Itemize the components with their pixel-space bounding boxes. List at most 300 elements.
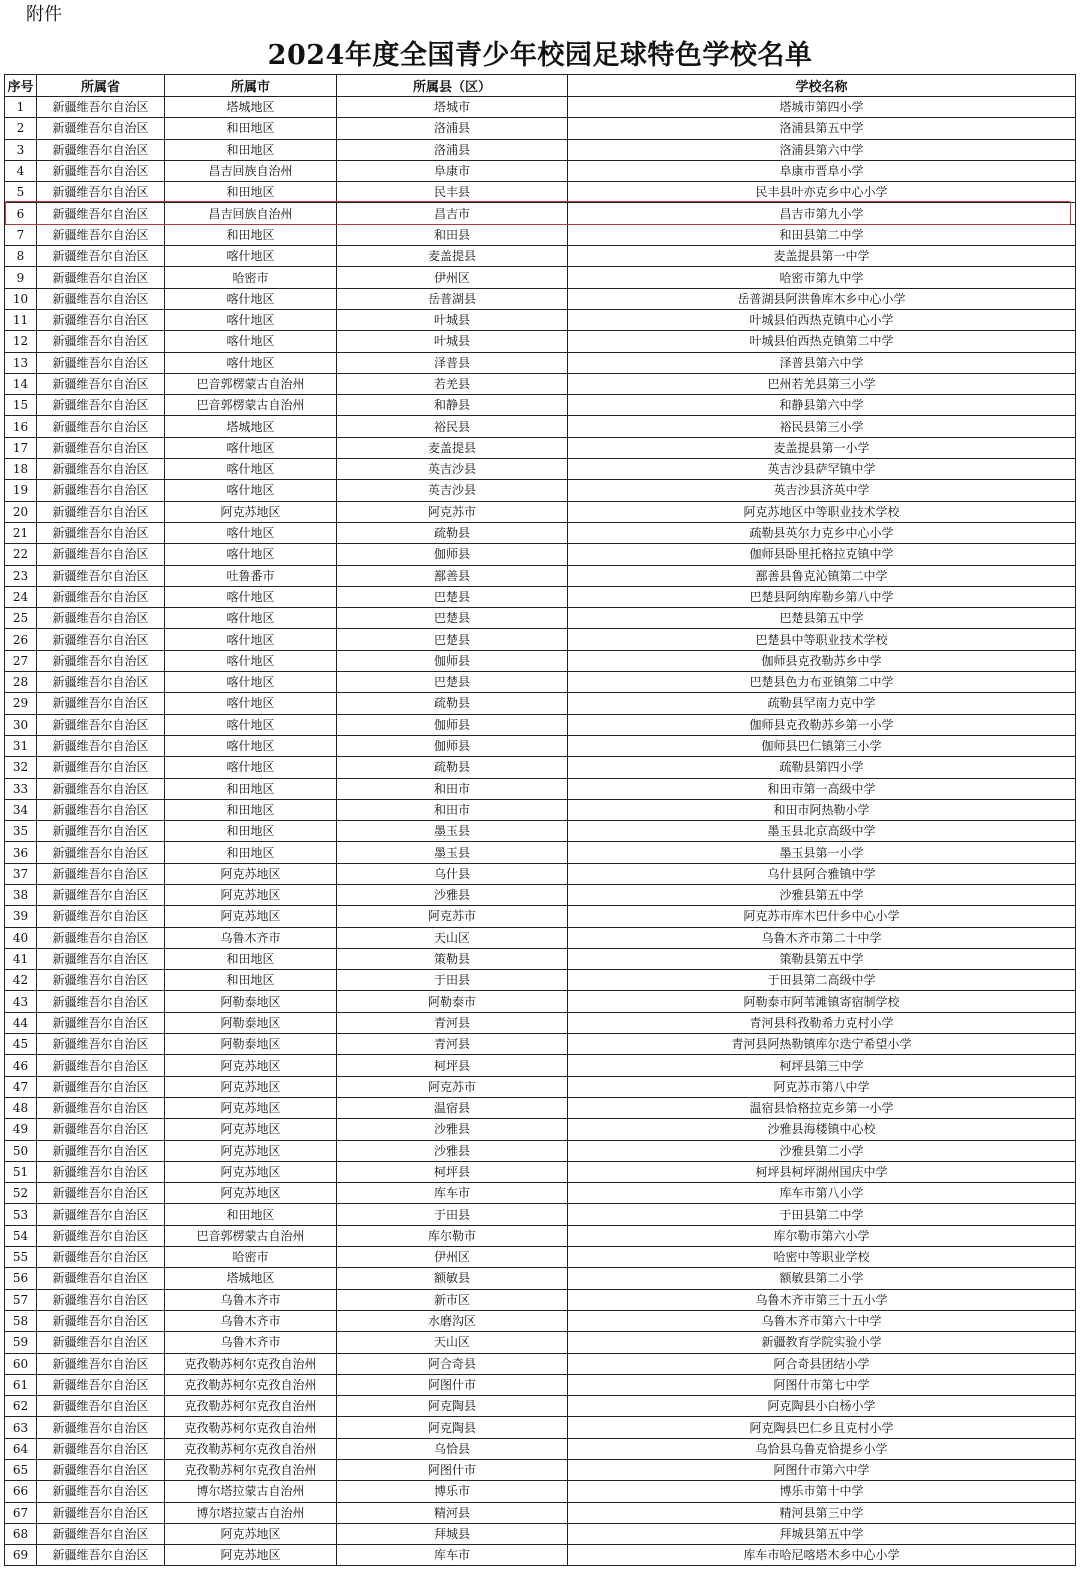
cell-county: 洛浦县 (337, 118, 568, 139)
cell-province: 新疆维吾尔自治区 (37, 437, 165, 458)
cell-school-name: 伽师县克孜勒苏乡中学 (568, 650, 1076, 671)
table-row (5, 288, 1076, 309)
cell-school-name: 和静县第六中学 (568, 395, 1076, 416)
cell-county: 墨玉县 (337, 842, 568, 863)
cell-city: 喀什地区 (165, 714, 337, 735)
cell-school-name: 精河县第三中学 (568, 1502, 1076, 1523)
cell-county: 库车市 (337, 1545, 568, 1566)
table-row (5, 182, 1076, 203)
table-row (5, 586, 1076, 607)
cell-county: 阜康市 (337, 160, 568, 181)
cell-province: 新疆维吾尔自治区 (37, 139, 165, 160)
cell-county: 塔城市 (337, 97, 568, 118)
cell-city: 喀什地区 (165, 331, 337, 352)
cell-index: 33 (5, 778, 37, 799)
cell-school-name: 于田县第二中学 (568, 1204, 1076, 1225)
cell-province: 新疆维吾尔自治区 (37, 757, 165, 778)
cell-city: 喀什地区 (165, 608, 337, 629)
cell-city: 阿克苏地区 (165, 1055, 337, 1076)
cell-city: 阿克苏地区 (165, 1161, 337, 1182)
cell-index: 50 (5, 1140, 37, 1161)
cell-index: 46 (5, 1055, 37, 1076)
cell-index: 10 (5, 288, 37, 309)
table-row (5, 1140, 1076, 1161)
cell-index: 27 (5, 650, 37, 671)
cell-index: 52 (5, 1183, 37, 1204)
attachment-label: 附件 (26, 4, 62, 25)
cell-province: 新疆维吾尔自治区 (37, 309, 165, 330)
cell-index: 20 (5, 501, 37, 522)
cell-school-name: 额敏县第二小学 (568, 1268, 1076, 1289)
cell-county: 叶城县 (337, 309, 568, 330)
cell-city: 和田地区 (165, 948, 337, 969)
cell-index: 14 (5, 373, 37, 394)
cell-city: 和田地区 (165, 224, 337, 245)
table-row (5, 1225, 1076, 1246)
cell-city: 克孜勒苏柯尔克孜自治州 (165, 1374, 337, 1395)
table-row (5, 799, 1076, 820)
cell-school-name: 巴楚县中等职业技术学校 (568, 629, 1076, 650)
cell-county: 柯坪县 (337, 1055, 568, 1076)
cell-school-name: 伽师县巴仁镇第三小学 (568, 735, 1076, 756)
cell-school-name: 叶城县伯西热克镇中心小学 (568, 309, 1076, 330)
cell-school-name: 柯坪县第三中学 (568, 1055, 1076, 1076)
cell-school-name: 阿克苏市第八中学 (568, 1076, 1076, 1097)
cell-school-name: 阜康市晋阜小学 (568, 160, 1076, 181)
cell-province: 新疆维吾尔自治区 (37, 1225, 165, 1246)
cell-city: 哈密市 (165, 267, 337, 288)
cell-province: 新疆维吾尔自治区 (37, 1119, 165, 1140)
cell-index: 1 (5, 97, 37, 118)
table-row (5, 1097, 1076, 1118)
cell-index: 29 (5, 693, 37, 714)
cell-city: 和田地区 (165, 970, 337, 991)
cell-province: 新疆维吾尔自治区 (37, 203, 165, 224)
cell-province: 新疆维吾尔自治区 (37, 182, 165, 203)
table-row (5, 118, 1076, 139)
cell-city: 塔城地区 (165, 1268, 337, 1289)
cell-school-name: 库车市第八小学 (568, 1183, 1076, 1204)
cell-city: 喀什地区 (165, 693, 337, 714)
cell-school-name: 伽师县卧里托格拉克镇中学 (568, 544, 1076, 565)
cell-county: 博乐市 (337, 1481, 568, 1502)
cell-city: 博尔塔拉蒙古自治州 (165, 1481, 337, 1502)
table-row (5, 331, 1076, 352)
cell-index: 18 (5, 459, 37, 480)
table-row (5, 970, 1076, 991)
table-row (5, 203, 1076, 224)
cell-county: 乌恰县 (337, 1438, 568, 1459)
cell-county: 精河县 (337, 1502, 568, 1523)
cell-school-name: 乌什县阿合雅镇中学 (568, 863, 1076, 884)
cell-index: 5 (5, 182, 37, 203)
cell-index: 47 (5, 1076, 37, 1097)
cell-school-name: 于田县第二高级中学 (568, 970, 1076, 991)
cell-index: 17 (5, 437, 37, 458)
cell-index: 3 (5, 139, 37, 160)
cell-county: 阿勒泰市 (337, 991, 568, 1012)
cell-school-name: 哈密中等职业学校 (568, 1247, 1076, 1268)
cell-county: 伽师县 (337, 735, 568, 756)
table-row (5, 863, 1076, 884)
cell-county: 疏勒县 (337, 757, 568, 778)
cell-index: 36 (5, 842, 37, 863)
cell-province: 新疆维吾尔自治区 (37, 395, 165, 416)
cell-city: 和田地区 (165, 139, 337, 160)
cell-index: 40 (5, 927, 37, 948)
cell-index: 61 (5, 1374, 37, 1395)
cell-school-name: 泽普县第六中学 (568, 352, 1076, 373)
cell-index: 12 (5, 331, 37, 352)
cell-province: 新疆维吾尔自治区 (37, 1438, 165, 1459)
table-row (5, 1353, 1076, 1374)
cell-county: 沙雅县 (337, 1119, 568, 1140)
cell-school-name: 和田县第二中学 (568, 224, 1076, 245)
cell-province: 新疆维吾尔自治区 (37, 1481, 165, 1502)
cell-index: 42 (5, 970, 37, 991)
cell-index: 38 (5, 884, 37, 905)
cell-city: 哈密市 (165, 1247, 337, 1268)
table-row (5, 1183, 1076, 1204)
cell-province: 新疆维吾尔自治区 (37, 927, 165, 948)
cell-county: 英吉沙县 (337, 459, 568, 480)
cell-school-name: 阿图什市第六中学 (568, 1460, 1076, 1481)
cell-province: 新疆维吾尔自治区 (37, 480, 165, 501)
cell-city: 阿勒泰地区 (165, 991, 337, 1012)
cell-city: 乌鲁木齐市 (165, 1310, 337, 1331)
cell-city: 喀什地区 (165, 650, 337, 671)
cell-index: 19 (5, 480, 37, 501)
school-list-table (4, 74, 1076, 1566)
cell-province: 新疆维吾尔自治区 (37, 522, 165, 543)
cell-city: 乌鲁木齐市 (165, 927, 337, 948)
cell-index: 59 (5, 1332, 37, 1353)
cell-province: 新疆维吾尔自治区 (37, 1204, 165, 1225)
cell-province: 新疆维吾尔自治区 (37, 821, 165, 842)
cell-city: 阿勒泰地区 (165, 1034, 337, 1055)
cell-county: 阿克苏市 (337, 906, 568, 927)
cell-city: 巴音郭楞蒙古自治州 (165, 373, 337, 394)
cell-city: 和田地区 (165, 842, 337, 863)
cell-province: 新疆维吾尔自治区 (37, 906, 165, 927)
cell-county: 叶城县 (337, 331, 568, 352)
table-row (5, 1417, 1076, 1438)
cell-index: 48 (5, 1097, 37, 1118)
document-title: 2024年度全国青少年校园足球特色学校名单 (267, 40, 813, 71)
cell-index: 16 (5, 416, 37, 437)
table-row (5, 459, 1076, 480)
cell-city: 喀什地区 (165, 735, 337, 756)
table-row (5, 757, 1076, 778)
table-row (5, 1523, 1076, 1544)
cell-county: 新市区 (337, 1289, 568, 1310)
cell-city: 乌鲁木齐市 (165, 1289, 337, 1310)
cell-county: 裕民县 (337, 416, 568, 437)
table-row (5, 522, 1076, 543)
cell-index: 41 (5, 948, 37, 969)
cell-city: 喀什地区 (165, 309, 337, 330)
cell-index: 67 (5, 1502, 37, 1523)
cell-city: 阿克苏地区 (165, 1140, 337, 1161)
cell-index: 54 (5, 1225, 37, 1246)
cell-county: 阿图什市 (337, 1460, 568, 1481)
cell-school-name: 疏勒县第四小学 (568, 757, 1076, 778)
table-row (5, 1034, 1076, 1055)
cell-city: 阿勒泰地区 (165, 1012, 337, 1033)
cell-county: 青河县 (337, 1012, 568, 1033)
cell-index: 31 (5, 735, 37, 756)
cell-province: 新疆维吾尔自治区 (37, 863, 165, 884)
cell-county: 于田县 (337, 1204, 568, 1225)
cell-province: 新疆维吾尔自治区 (37, 1076, 165, 1097)
cell-province: 新疆维吾尔自治区 (37, 778, 165, 799)
cell-school-name: 叶城县伯西热克镇第二中学 (568, 331, 1076, 352)
cell-county: 阿克苏市 (337, 1076, 568, 1097)
cell-county: 阿克苏市 (337, 501, 568, 522)
cell-county: 天山区 (337, 1332, 568, 1353)
cell-school-name: 阿克陶县巴仁乡且克村小学 (568, 1417, 1076, 1438)
table-row (5, 1012, 1076, 1033)
cell-index: 13 (5, 352, 37, 373)
cell-school-name: 哈密市第九中学 (568, 267, 1076, 288)
cell-city: 阿克苏地区 (165, 884, 337, 905)
cell-city: 克孜勒苏柯尔克孜自治州 (165, 1460, 337, 1481)
column-header-city: 所属市 (165, 75, 337, 97)
cell-province: 新疆维吾尔自治区 (37, 288, 165, 309)
table-row (5, 352, 1076, 373)
cell-school-name: 青河县科孜勒希力克村小学 (568, 1012, 1076, 1033)
cell-city: 喀什地区 (165, 672, 337, 693)
cell-city: 乌鲁木齐市 (165, 1332, 337, 1353)
cell-school-name: 和田市阿热勒小学 (568, 799, 1076, 820)
cell-index: 2 (5, 118, 37, 139)
cell-province: 新疆维吾尔自治区 (37, 416, 165, 437)
cell-school-name: 和田市第一高级中学 (568, 778, 1076, 799)
table-row (5, 1310, 1076, 1331)
cell-county: 巴楚县 (337, 608, 568, 629)
cell-index: 22 (5, 544, 37, 565)
cell-index: 69 (5, 1545, 37, 1566)
cell-school-name: 沙雅县海楼镇中心校 (568, 1119, 1076, 1140)
table-row (5, 948, 1076, 969)
cell-city: 喀什地区 (165, 586, 337, 607)
cell-school-name: 策勒县第五中学 (568, 948, 1076, 969)
cell-county: 库车市 (337, 1183, 568, 1204)
cell-county: 巴楚县 (337, 672, 568, 693)
cell-index: 63 (5, 1417, 37, 1438)
cell-city: 喀什地区 (165, 757, 337, 778)
cell-index: 7 (5, 224, 37, 245)
cell-index: 21 (5, 522, 37, 543)
cell-school-name: 疏勒县罕南力克中学 (568, 693, 1076, 714)
cell-index: 32 (5, 757, 37, 778)
column-header-index: 序号 (5, 75, 37, 97)
cell-province: 新疆维吾尔自治区 (37, 672, 165, 693)
cell-index: 66 (5, 1481, 37, 1502)
cell-county: 温宿县 (337, 1097, 568, 1118)
cell-school-name: 拜城县第五中学 (568, 1523, 1076, 1544)
cell-city: 阿克苏地区 (165, 906, 337, 927)
table-row (5, 416, 1076, 437)
table-row (5, 395, 1076, 416)
cell-county: 策勒县 (337, 948, 568, 969)
table-row (5, 1055, 1076, 1076)
table-body (5, 97, 1076, 1566)
cell-school-name: 英吉沙县济英中学 (568, 480, 1076, 501)
cell-school-name: 乌鲁木齐市第六十中学 (568, 1310, 1076, 1331)
cell-school-name: 巴州若羌县第三小学 (568, 373, 1076, 394)
cell-province: 新疆维吾尔自治区 (37, 1097, 165, 1118)
cell-city: 昌吉回族自治州 (165, 160, 337, 181)
table-row (5, 1289, 1076, 1310)
cell-province: 新疆维吾尔自治区 (37, 1289, 165, 1310)
cell-index: 6 (5, 203, 37, 224)
cell-index: 55 (5, 1247, 37, 1268)
cell-province: 新疆维吾尔自治区 (37, 331, 165, 352)
cell-index: 51 (5, 1161, 37, 1182)
cell-school-name: 阿克陶县小白杨小学 (568, 1396, 1076, 1417)
table-row (5, 778, 1076, 799)
cell-county: 伽师县 (337, 650, 568, 671)
cell-county: 巴楚县 (337, 629, 568, 650)
cell-index: 24 (5, 586, 37, 607)
cell-school-name: 阿克苏市库木巴什乡中心小学 (568, 906, 1076, 927)
cell-index: 23 (5, 565, 37, 586)
cell-school-name: 巴楚县阿纳库勒乡第八中学 (568, 586, 1076, 607)
table-row (5, 246, 1076, 267)
cell-county: 墨玉县 (337, 821, 568, 842)
cell-school-name: 阿图什市第七中学 (568, 1374, 1076, 1395)
cell-province: 新疆维吾尔自治区 (37, 1140, 165, 1161)
cell-province: 新疆维吾尔自治区 (37, 1545, 165, 1566)
cell-province: 新疆维吾尔自治区 (37, 1161, 165, 1182)
table-row (5, 480, 1076, 501)
cell-school-name: 乌恰县乌鲁克恰提乡小学 (568, 1438, 1076, 1459)
cell-city: 阿克苏地区 (165, 1523, 337, 1544)
column-header-county: 所属县（区） (337, 75, 568, 97)
cell-county: 青河县 (337, 1034, 568, 1055)
cell-county: 阿克陶县 (337, 1417, 568, 1438)
cell-city: 喀什地区 (165, 480, 337, 501)
cell-province: 新疆维吾尔自治区 (37, 1247, 165, 1268)
cell-index: 60 (5, 1353, 37, 1374)
cell-county: 疏勒县 (337, 522, 568, 543)
cell-city: 塔城地区 (165, 97, 337, 118)
cell-county: 于田县 (337, 970, 568, 991)
cell-county: 伊州区 (337, 1247, 568, 1268)
cell-city: 阿克苏地区 (165, 1183, 337, 1204)
cell-city: 克孜勒苏柯尔克孜自治州 (165, 1417, 337, 1438)
cell-city: 喀什地区 (165, 459, 337, 480)
cell-school-name: 麦盖提县第一小学 (568, 437, 1076, 458)
cell-province: 新疆维吾尔自治区 (37, 1310, 165, 1331)
cell-province: 新疆维吾尔自治区 (37, 1353, 165, 1374)
table-row (5, 139, 1076, 160)
cell-school-name: 阿克苏地区中等职业技术学校 (568, 501, 1076, 522)
cell-index: 25 (5, 608, 37, 629)
table-row (5, 884, 1076, 905)
table-row (5, 437, 1076, 458)
cell-province: 新疆维吾尔自治区 (37, 1523, 165, 1544)
cell-index: 30 (5, 714, 37, 735)
cell-province: 新疆维吾尔自治区 (37, 970, 165, 991)
cell-province: 新疆维吾尔自治区 (37, 267, 165, 288)
cell-city: 塔城地区 (165, 416, 337, 437)
table-row (5, 927, 1076, 948)
cell-province: 新疆维吾尔自治区 (37, 246, 165, 267)
cell-province: 新疆维吾尔自治区 (37, 842, 165, 863)
cell-index: 34 (5, 799, 37, 820)
cell-city: 克孜勒苏柯尔克孜自治州 (165, 1396, 337, 1417)
cell-county: 麦盖提县 (337, 246, 568, 267)
cell-city: 和田地区 (165, 821, 337, 842)
cell-city: 阿克苏地区 (165, 863, 337, 884)
table-row (5, 544, 1076, 565)
cell-school-name: 裕民县第三小学 (568, 416, 1076, 437)
cell-county: 和田县 (337, 224, 568, 245)
cell-index: 57 (5, 1289, 37, 1310)
table-header-row (5, 75, 1076, 97)
table-row (5, 1374, 1076, 1395)
cell-province: 新疆维吾尔自治区 (37, 118, 165, 139)
cell-school-name: 疏勒县英尔力克乡中心小学 (568, 522, 1076, 543)
table-row (5, 97, 1076, 118)
cell-province: 新疆维吾尔自治区 (37, 1012, 165, 1033)
cell-index: 53 (5, 1204, 37, 1225)
cell-school-name: 新疆教育学院实验小学 (568, 1332, 1076, 1353)
cell-index: 39 (5, 906, 37, 927)
cell-city: 博尔塔拉蒙古自治州 (165, 1502, 337, 1523)
cell-index: 15 (5, 395, 37, 416)
cell-school-name: 青河县阿热勒镇库尔迭宁希望小学 (568, 1034, 1076, 1055)
cell-city: 喀什地区 (165, 288, 337, 309)
cell-province: 新疆维吾尔自治区 (37, 352, 165, 373)
cell-city: 喀什地区 (165, 522, 337, 543)
cell-index: 56 (5, 1268, 37, 1289)
table-row (5, 373, 1076, 394)
cell-county: 伊州区 (337, 267, 568, 288)
table-row (5, 842, 1076, 863)
cell-county: 英吉沙县 (337, 480, 568, 501)
cell-city: 克孜勒苏柯尔克孜自治州 (165, 1438, 337, 1459)
cell-province: 新疆维吾尔自治区 (37, 1034, 165, 1055)
table-row (5, 672, 1076, 693)
cell-city: 阿克苏地区 (165, 1119, 337, 1140)
cell-province: 新疆维吾尔自治区 (37, 693, 165, 714)
cell-province: 新疆维吾尔自治区 (37, 459, 165, 480)
cell-school-name: 巴楚县第五中学 (568, 608, 1076, 629)
table-row (5, 1247, 1076, 1268)
cell-index: 44 (5, 1012, 37, 1033)
cell-province: 新疆维吾尔自治区 (37, 501, 165, 522)
cell-province: 新疆维吾尔自治区 (37, 1460, 165, 1481)
cell-county: 民丰县 (337, 182, 568, 203)
cell-province: 新疆维吾尔自治区 (37, 650, 165, 671)
cell-school-name: 温宿县恰格拉克乡第一小学 (568, 1097, 1076, 1118)
table-row (5, 309, 1076, 330)
cell-index: 9 (5, 267, 37, 288)
cell-index: 68 (5, 1523, 37, 1544)
cell-school-name: 库尔勒市第六小学 (568, 1225, 1076, 1246)
cell-school-name: 沙雅县第二小学 (568, 1140, 1076, 1161)
cell-school-name: 阿勒泰市阿苇滩镇寄宿制学校 (568, 991, 1076, 1012)
table-row (5, 650, 1076, 671)
cell-province: 新疆维吾尔自治区 (37, 991, 165, 1012)
cell-school-name: 民丰县叶亦克乡中心小学 (568, 182, 1076, 203)
cell-city: 和田地区 (165, 182, 337, 203)
cell-county: 昌吉市 (337, 203, 568, 224)
table-row (5, 267, 1076, 288)
